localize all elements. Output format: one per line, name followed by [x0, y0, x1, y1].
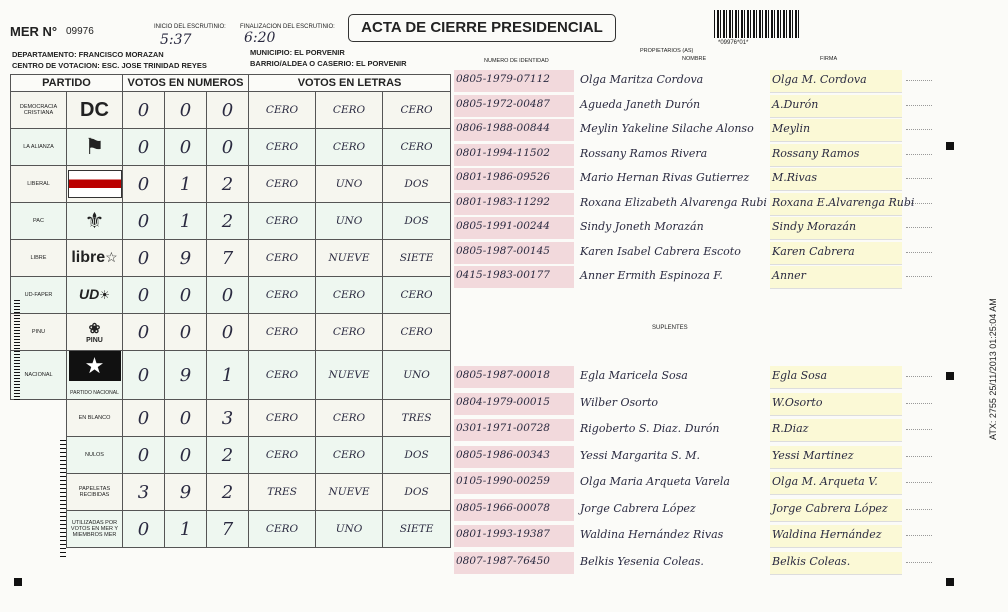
member-signature: Olga M. Arqueta V.	[772, 475, 878, 488]
member-row	[456, 449, 906, 471]
votes-word: TRES	[383, 400, 451, 437]
votes-word: CERO	[383, 92, 451, 129]
member-name: Agueda Janeth Durón	[580, 97, 701, 111]
votes-word: UNO	[316, 203, 383, 240]
member-signature: Jorge Cabrera López	[772, 501, 888, 515]
votes-digit: 0	[123, 203, 165, 240]
margin-rule	[906, 80, 932, 82]
id-column-label: NUMERO DE IDENTIDAD	[484, 58, 549, 64]
votes-digit: 0	[165, 277, 207, 314]
member-name: Mario Hernan Rivas Gutierrez	[580, 171, 750, 184]
member-name: Egla Maricela Sosa	[580, 369, 688, 382]
margin-rule	[906, 456, 932, 458]
spacer-cell	[11, 437, 67, 474]
liberal-flag-icon	[68, 170, 122, 198]
party-row	[11, 240, 451, 277]
votes-digit: 0	[123, 314, 165, 351]
member-id: 0801-1986-09526	[456, 171, 550, 183]
barcode-number: *09976*01*	[718, 40, 749, 46]
votes-digit: 1	[207, 351, 249, 400]
votes-digit: 1	[165, 166, 207, 203]
votes-word: UNO	[383, 351, 451, 400]
total-row	[11, 400, 451, 437]
registration-mark	[946, 372, 954, 380]
member-name: Yessi Margarita S. M.	[580, 448, 700, 462]
inicio-value: 5:37	[160, 32, 192, 48]
votes-word: UNO	[316, 166, 383, 203]
party-row	[11, 203, 451, 240]
document-title: ACTA DE CIERRE PRESIDENCIAL	[348, 14, 616, 42]
member-row	[456, 369, 906, 391]
member-signature: Roxana E.Alvarenga Rubi	[772, 195, 915, 209]
votes-word: NUEVE	[316, 351, 383, 400]
margin-rule	[906, 403, 932, 405]
votes-word: NUEVE	[316, 474, 383, 511]
votes-word: CERO	[249, 437, 316, 474]
total-label: EN BLANCO	[67, 400, 123, 437]
votes-digit: 0	[123, 277, 165, 314]
spacer-cell	[11, 474, 67, 511]
votes-digit: 3	[123, 474, 165, 511]
votes-word: CERO	[249, 129, 316, 166]
propietarios-label: PROPIETARIOS (AS)	[640, 48, 694, 54]
votes-digit: 0	[123, 240, 165, 277]
margin-rule	[906, 562, 932, 564]
member-id: 0805-1966-00078	[456, 501, 550, 514]
votes-digit: 0	[123, 400, 165, 437]
party-row	[11, 351, 451, 400]
votes-word: NUEVE	[316, 240, 383, 277]
member-id: 0805-1987-00018	[456, 369, 550, 381]
party-logo	[67, 203, 123, 240]
votes-digit: 3	[207, 400, 249, 437]
votes-word: CERO	[249, 166, 316, 203]
member-signature: Meylin	[772, 122, 811, 135]
margin-rule	[906, 154, 932, 156]
votes-digit: 0	[123, 511, 165, 548]
member-row	[456, 528, 906, 550]
mer-number: 09976	[66, 26, 94, 37]
inicio-label: INICIO DEL ESCRUTINIO:	[154, 24, 226, 30]
total-row	[11, 437, 451, 474]
member-signature: M.Rivas	[772, 171, 817, 184]
votes-digit: 2	[207, 474, 249, 511]
votes-word: UNO	[316, 511, 383, 548]
margin-rule	[906, 105, 932, 107]
member-row	[456, 73, 906, 95]
member-id: 0801-1993-19387	[456, 528, 550, 540]
votes-digit: 0	[165, 129, 207, 166]
member-id: 0806-1988-00844	[456, 122, 550, 134]
member-signature: Rossany Ramos	[772, 146, 860, 160]
spacer-cell	[11, 400, 67, 437]
votes-word: CERO	[249, 511, 316, 548]
votes-digit: 2	[207, 437, 249, 474]
member-row	[456, 475, 906, 497]
member-row	[456, 220, 906, 242]
member-row	[456, 171, 906, 193]
votes-digit: 0	[207, 314, 249, 351]
member-name: Meylin Yakeline Silache Alonso	[580, 122, 754, 135]
margin-rule	[906, 535, 932, 537]
municipio: MUNICIPIO: EL PORVENIR	[250, 48, 345, 57]
votes-word: TRES	[249, 474, 316, 511]
margin-rule	[906, 276, 932, 278]
mer-label: MER N°	[10, 24, 58, 39]
member-row	[456, 147, 906, 169]
votes-word: DOS	[383, 166, 451, 203]
member-signature: Egla Sosa	[772, 369, 828, 382]
party-logo	[67, 166, 123, 203]
margin-rule	[906, 482, 932, 484]
votes-word: CERO	[249, 314, 316, 351]
party-logo	[67, 351, 123, 400]
party-logo: libre☆	[67, 240, 123, 277]
votes-word: DOS	[383, 437, 451, 474]
member-row	[456, 269, 906, 291]
member-name: Rigoberto S. Diaz. Durón	[580, 422, 720, 435]
centro-votacion: CENTRO DE VOTACION: ESC. JOSE TRINIDAD REYES	[12, 61, 207, 70]
party-name: LA ALIANZA	[11, 129, 67, 166]
party-name: LIBRE	[11, 240, 67, 277]
total-row	[11, 511, 451, 548]
party-name: NACIONAL	[11, 351, 67, 400]
member-name: Olga Maritza Cordova	[580, 73, 704, 86]
total-label: PAPELETAS RECIBIDAS	[67, 474, 123, 511]
margin-rule	[906, 227, 932, 229]
member-signature: Karen Cabrera	[772, 244, 855, 258]
votes-word: SIETE	[383, 240, 451, 277]
fin-label: FINALIZACION DEL ESCRUTINIO:	[240, 24, 335, 30]
votes-digit: 0	[165, 314, 207, 351]
votes-word: CERO	[316, 437, 383, 474]
margin-rule	[906, 509, 932, 511]
votes-word: CERO	[383, 314, 451, 351]
member-name: Karen Isabel Cabrera Escoto	[580, 244, 741, 258]
party-row	[11, 314, 451, 351]
votes-word: CERO	[316, 92, 383, 129]
votes-word: CERO	[383, 277, 451, 314]
votes-word: DOS	[383, 474, 451, 511]
pinu-logo: PINU	[86, 337, 103, 344]
votes-word: CERO	[316, 314, 383, 351]
party-logo: UD☀	[67, 277, 123, 314]
votes-word: CERO	[249, 351, 316, 400]
votes-word: CERO	[316, 129, 383, 166]
member-id: 0805-1986-00343	[456, 448, 550, 461]
votes-digit: 1	[165, 203, 207, 240]
votes-digit: 0	[123, 351, 165, 400]
votes-word: CERO	[316, 400, 383, 437]
party-logo	[67, 92, 123, 129]
nombre-label: NOMBRE	[682, 56, 707, 62]
member-id: 0805-1991-00244	[456, 220, 550, 232]
votes-digit: 0	[207, 277, 249, 314]
votes-digit: 0	[123, 129, 165, 166]
col-numeros: VOTOS EN NUMEROS	[123, 75, 249, 92]
member-signature: Yessi Martinez	[772, 448, 854, 462]
votes-word: DOS	[383, 203, 451, 240]
member-signature: R.Diaz	[772, 422, 809, 435]
total-label: UTILIZADAS POR VOTOS EN MER Y MIEMBROS MER	[67, 511, 123, 548]
votes-digit: 0	[165, 92, 207, 129]
member-name: Waldina Hernández Rivas	[580, 528, 724, 541]
member-row	[456, 555, 906, 577]
votes-digit: 0	[123, 166, 165, 203]
member-id: 0805-1972-00487	[456, 97, 550, 110]
libre-logo: libre	[71, 249, 106, 266]
member-id: 0301-1971-00728	[456, 422, 550, 434]
party-row	[11, 92, 451, 129]
member-name: Belkis Yesenia Coleas.	[580, 554, 704, 568]
votes-word: CERO	[249, 240, 316, 277]
votes-digit: 0	[165, 437, 207, 474]
votes-digit: 9	[165, 474, 207, 511]
side-stamp: ATX: 2755 25/11/2013 01:25:04 AM	[988, 298, 998, 440]
votes-digit: 0	[123, 92, 165, 129]
party-name: PINU	[11, 314, 67, 351]
registration-mark	[14, 578, 22, 586]
votes-word: CERO	[249, 203, 316, 240]
firma-label: FIRMA	[820, 56, 838, 62]
total-label: NULOS	[67, 437, 123, 474]
member-signature: Olga M. Cordova	[772, 73, 867, 86]
party-name: LIBERAL	[11, 166, 67, 203]
member-id: 0805-1979-07112	[456, 73, 550, 85]
member-signature: W.Osorto	[772, 395, 823, 409]
margin-rule	[906, 129, 932, 131]
margin-rule	[906, 376, 932, 378]
member-row	[456, 422, 906, 444]
votes-digit: 0	[207, 129, 249, 166]
votes-word: SIETE	[383, 511, 451, 548]
barrio: BARRIO/ALDEA O CASERIO: EL PORVENIR	[250, 59, 407, 68]
votes-word: CERO	[249, 400, 316, 437]
votes-digit: 1	[165, 511, 207, 548]
member-name: Roxana Elizabeth Alvarenga Rubi	[580, 195, 767, 209]
votes-word: CERO	[316, 277, 383, 314]
member-row	[456, 195, 915, 218]
member-id: 0801-1994-11502	[456, 146, 550, 159]
pac-emblem-icon: ⚜	[84, 208, 105, 233]
votes-table	[10, 74, 451, 548]
total-row	[11, 474, 451, 511]
votes-digit: 7	[207, 511, 249, 548]
member-id: 0805-1987-00145	[456, 244, 550, 257]
votes-digit: 9	[165, 351, 207, 400]
votes-digit: 2	[207, 166, 249, 203]
side-barcode	[14, 300, 20, 400]
dc-logo: DC	[80, 98, 109, 121]
nacional-logo-text: PARTIDO NACIONAL	[70, 390, 119, 396]
votes-word: CERO	[249, 92, 316, 129]
votes-digit: 0	[165, 400, 207, 437]
side-barcode	[60, 440, 66, 560]
party-row	[11, 129, 451, 166]
party-row	[11, 277, 451, 314]
member-row	[456, 396, 906, 418]
party-logo	[67, 314, 123, 351]
votes-digit: 9	[165, 240, 207, 277]
member-row	[456, 502, 906, 524]
registration-mark	[946, 578, 954, 586]
votes-digit: 0	[123, 437, 165, 474]
member-id: 0807-1987-76450	[456, 554, 550, 567]
member-name: Jorge Cabrera López	[580, 501, 696, 515]
member-signature: Waldina Hernández	[772, 528, 882, 541]
col-letras: VOTOS EN LETRAS	[249, 75, 451, 92]
member-name: Wilber Osorto	[580, 395, 659, 409]
margin-rule	[906, 252, 932, 254]
ud-logo: UD	[79, 286, 100, 302]
party-logo	[67, 129, 123, 166]
member-name: Anner Ermith Espinoza F.	[580, 269, 723, 282]
suplentes-label: SUPLENTES	[652, 325, 688, 331]
member-row	[456, 245, 906, 267]
col-partido: PARTIDO	[11, 75, 123, 92]
member-name: Sindy Joneth Morazán	[580, 220, 704, 233]
member-id: 0415-1983-00177	[456, 269, 550, 281]
member-id: 0801-1983-11292	[456, 195, 550, 208]
member-id: 0804-1979-00015	[456, 395, 550, 408]
member-signature: Sindy Morazán	[772, 220, 857, 233]
member-row	[456, 98, 906, 120]
alianza-flag-icon: ⚑	[84, 134, 105, 159]
party-name: DEMOCRACIA CRISTIANA	[11, 92, 67, 129]
votes-word: CERO	[383, 129, 451, 166]
member-name: Rossany Ramos Rivera	[580, 146, 708, 160]
member-signature: Belkis Coleas.	[772, 554, 851, 568]
party-name: PAC	[11, 203, 67, 240]
fin-value: 6:20	[244, 30, 276, 46]
barcode	[714, 10, 800, 38]
star-icon: ★	[84, 353, 105, 378]
departamento: DEPARTAMENTO: FRANCISCO MORAZAN	[12, 50, 164, 59]
member-row	[456, 122, 906, 144]
pinu-emblem-icon: ❀	[88, 320, 101, 336]
votes-digit: 0	[207, 92, 249, 129]
votes-word: CERO	[249, 277, 316, 314]
margin-rule	[906, 429, 932, 431]
party-row	[11, 166, 451, 203]
spacer-cell	[11, 511, 67, 548]
votes-digit: 7	[207, 240, 249, 277]
margin-rule	[906, 178, 932, 180]
registration-mark	[946, 142, 954, 150]
votes-digit: 2	[207, 203, 249, 240]
party-name: UD-FAPER	[11, 277, 67, 314]
member-signature: Anner	[772, 269, 806, 282]
member-id: 0105-1990-00259	[456, 475, 550, 487]
member-name: Olga Maria Arqueta Varela	[580, 475, 730, 488]
member-signature: A.Durón	[772, 97, 819, 111]
